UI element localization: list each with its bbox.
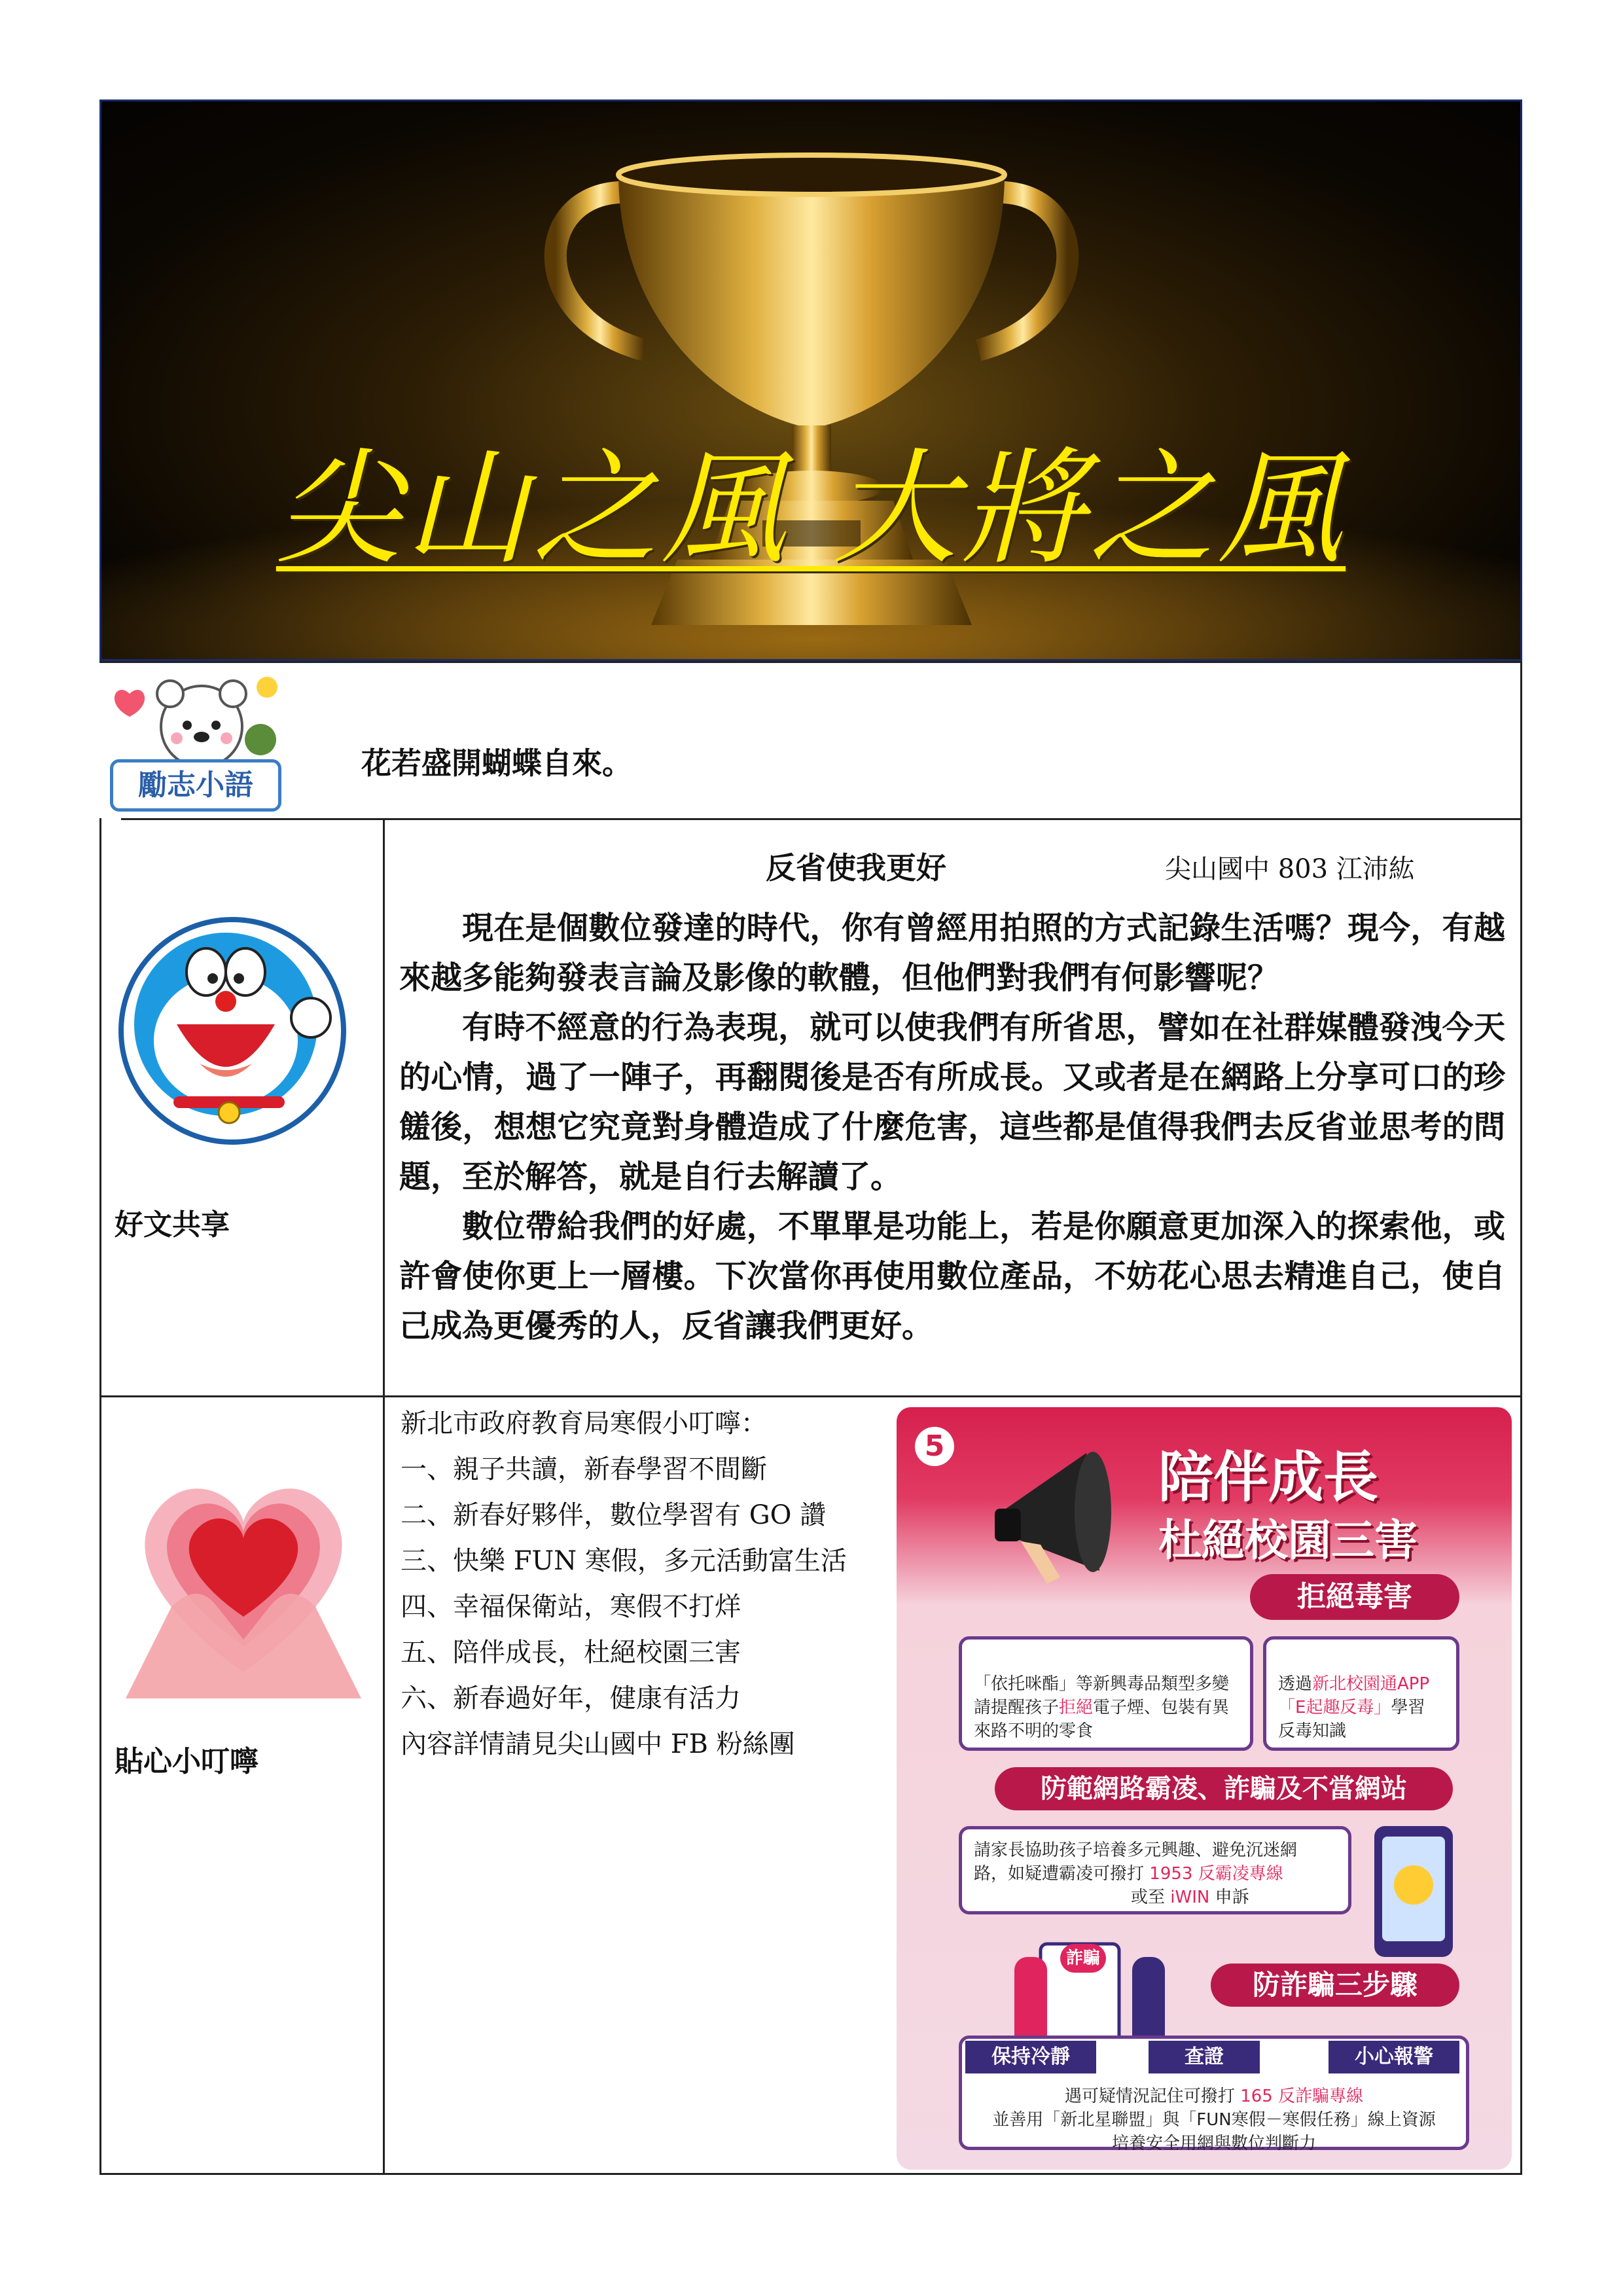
banner [99,99,1522,661]
table-border [99,818,101,2175]
article-body [399,903,1505,1351]
motto-badge [110,668,293,815]
table-border [121,818,1522,820]
poster-number: 5 [915,1427,954,1466]
reminder-item: 五、陪伴成長，杜絕校園三害 [401,1638,741,1668]
scam-step-3: 小心報警 [1329,2041,1459,2073]
article-paragraph: 有時不經意的行為表現，就可以使我們有所省思，譬如在社群媒體發洩今天的心情，過了一陣子，再翻閱後是否有所成長。又或者是在網路上分享可口的珍饈後，想想它究竟對身體造成了什麼危害，這些都是值得我們去反省並思考的問題，至於解答，就是自行去解讀了。 [399,1009,1505,1195]
reminder-item: 一、親子共讀，新春學習不間斷 [401,1454,767,1484]
article-paragraph: 現在是個數位發達的時代，你有曾經用拍照的方式記錄生活嗎？現今，有越來越多能夠發表言論及影像的軟體，但他們對我們有何影響呢？ [399,910,1505,996]
section-label-reminder: 貼心小叮嚀 [115,1745,259,1778]
banner-title: 尖山之風 大將之風 [276,437,1346,581]
table-border [1520,661,1522,2175]
heart-hands-icon [113,1450,374,1698]
campus-safety-poster [897,1407,1512,2170]
phone-icon [1355,1813,1472,1970]
reminder-heading: 新北市政府教育局寒假小叮嚀： [401,1408,767,1439]
section-label-article: 好文共享 [115,1208,230,1242]
poster-title: 陪伴成長 [1158,1445,1379,1509]
megaphone-icon [975,1420,1145,1590]
scam-tag: 詐騙 [1060,1944,1106,1973]
reminder-item: 六、新春過好年，健康有活力 [401,1683,741,1713]
poster-section-scam: 防詐騙三步驟 [1211,1964,1459,2007]
bear-icon [110,668,293,766]
poster-section-cyber: 防範網路霸凌、詐騙及不當網站 [995,1767,1453,1810]
table-border [99,661,1522,663]
scam-step-1: 保持冷靜 [965,2041,1096,2073]
reminder-item: 二、新春好夥伴，數位學習有 GO 讚 [401,1500,827,1530]
motto-text: 花若盛開蝴蝶自來。 [361,745,632,781]
table-border [99,2173,1522,2175]
scam-step-2: 查證 [1149,2041,1260,2073]
poster-section-drugs: 拒絕毒害 [1250,1574,1459,1620]
poster-box-scam: 遇可疑情況記住可撥打 165 反詐騙專線 並善用「新北星聯盟」與「FUN寒假－寒假任務」線上資源 培養安全用網與數位判斷力 [959,2036,1469,2150]
reminder-item: 四、幸福保衛站，寒假不打烊 [401,1592,741,1622]
table-border [99,1395,1522,1397]
motto-badge-label: 勵志小語 [110,759,281,812]
doraemon-icon [115,913,350,1149]
article-title: 反省使我更好 [766,850,946,886]
poster-subtitle: 杜絕校園三害 [1158,1515,1418,1566]
article-author: 尖山國中 803 江沛紘 [1165,854,1415,884]
poster-box-cyber: 請家長協助孩子培養多元興趣、避免沉迷網 路，如疑遭霸凌可撥打 1953 反霸凌專線 或至 iWIN 申訴 [959,1826,1351,1914]
reminder-item: 三、快樂 FUN 寒假，多元活動富生活 [401,1546,847,1576]
poster-box-drugs-left: 「依托咪酯」等新興毒品類型多變 請提醒孩子拒絕電子煙、包裝有異 來路不明的零食 [959,1636,1253,1751]
table-border [383,818,385,2175]
reminder-footer: 內容詳情請見尖山國中 FB 粉絲團 [401,1729,795,1759]
reminder-list [401,1401,885,1767]
article-paragraph: 數位帶給我們的好處，不單單是功能上，若是你願意更加深入的探索他，或許會使你更上一層樓。下次當你再使用數位產品，不妨花心思去精進自己，使自己成為更優秀的人，反省讓我們更好。 [399,1208,1505,1344]
poster-box-drugs-right: 透過新北校園通APP 「E起趣反毒」學習 反毒知識 [1263,1636,1459,1751]
